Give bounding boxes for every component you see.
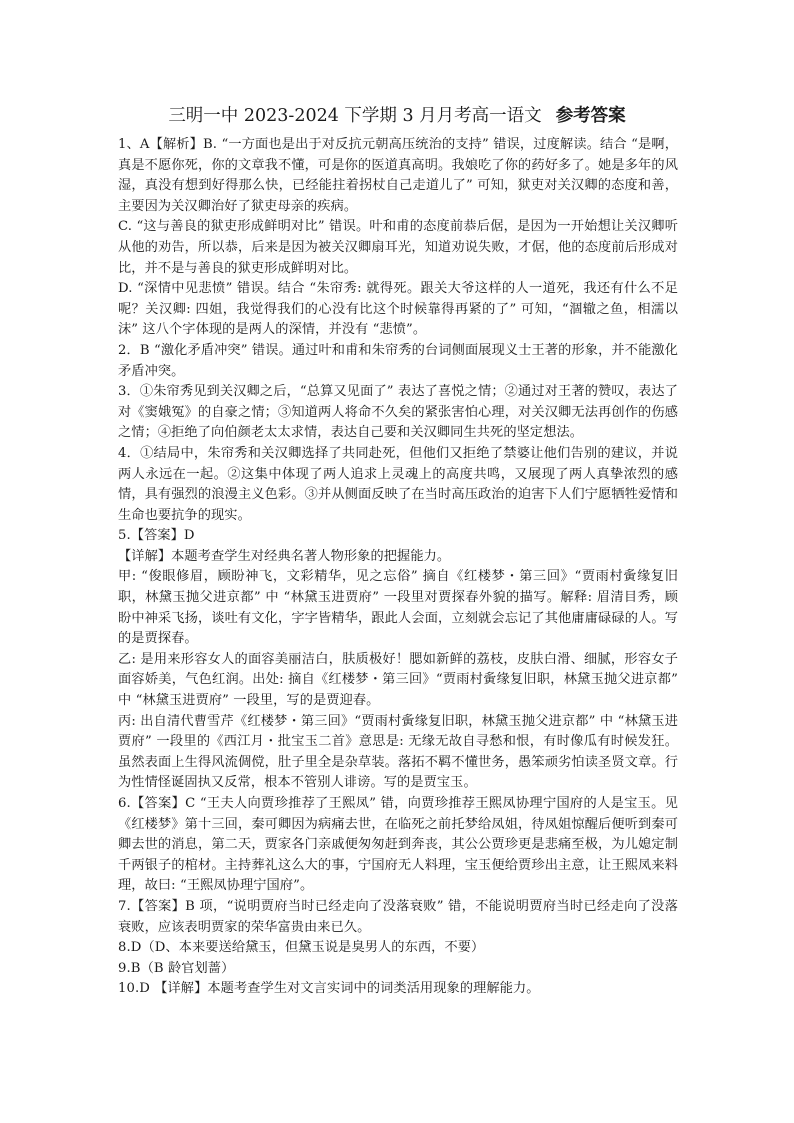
answer-1-option-d: D. “深情中见悲愤” 错误。结合 “朱帘秀: 就得死。跟关大爷这样的人一道死，我还有什么不足呢？关汉卿: 四姐，我觉得我们的心没有比这个时候靠得再紧的了” 可知，“涸辙之鱼，相濡以沫” 这八个字体现的是两人的深情，并没有 “悲愤”。 [118,281,678,338]
answer-6: 6.【答案】C “王夫人向贾珍推荐了王熙凤” 错，向贾珍推荐王熙凤协理宁国府的人是宝玉。见《红楼梦》第十三回，秦可卿因为病痛去世，在临死之前托梦给凤姐，待凤姐惊醒后便听到秦可卿去世的消息，第二天，贾家各门亲戚便匆匆赶到奔丧，其公公贾珍更是悲痛至极，为儿媳定制千两银子的棺材。主持葬礼这么大的事，宁国府无人料理，宝玉便给贾珍出主意，让王熙凤来料理，故曰: “王熙凤协理宁国府”。 [118,796,678,894]
answer-8: 8.D（D、本来要送给黛玉，但黛玉说是臭男人的东西，不要） [118,940,485,956]
answer-body [118,135,678,1000]
answer-5-jia: 甲: “俊眼修眉，顾盼神飞，文彩精华，见之忘俗” 摘自《红楼梦・第三回》“贾雨村夤缘复旧职，林黛玉抛父进京都” 中 “林黛玉进贾府” 一段里对贾探春外貌的描写。解释: 眉清目秀，顾盼中神采飞扬，谈吐有文化，字字皆精华，跟此人会面，立刻就会忘记了其他庸庸碌碌的人。写的是贾探春。 [118,569,678,647]
title-answer-label: 参考答案 [555,106,626,126]
page-title [0,104,794,128]
answer-7: 7.【答案】B 项，“说明贾府当时已经走向了没落衰败” 错，不能说明贾府当时已经走向了没落衰败，应该表明贾家的荣华富贵由来已久。 [118,898,678,935]
answer-4: 4．①结局中，朱帘秀和关汉卿选择了共同赴死，但他们又拒绝了禁婆让他们告别的建议，并说两人永远在一起。②这集中体现了两人追求上灵魂上的高度共鸣，又展现了两人真挚浓烈的感情，具有强烈的浪漫主义色彩。③并从侧面反映了在当时高压政治的迫害下人们宁愿牺牲爱情和生命也要抗争的现实。 [118,445,678,523]
answer-2: 2．B “激化矛盾冲突” 错误。通过叶和甫和朱帘秀的台词侧面展现义士王著的形象，并不能激化矛盾冲突。 [118,342,678,379]
answer-5-bing: 丙: 出自清代曹雪芹《红楼梦・第三回》“贾雨村夤缘复旧职，林黛玉抛父进京都” 中 “林黛玉进贾府” 一段里的《西江月・批宝玉二首》意思是: 无缘无故自寻愁和恨，有时像瓜有时候发狂。虽然表面上生得风流倜傥，肚子里全是杂草装。落拓不羁不懂世务，愚笨顽劣怕读圣贤文章。行为性情怪诞固执又反常，根本不管别人诽谤。写的是贾宝玉。 [118,713,678,791]
answer-5-detail: 【详解】本题考查学生对经典名著人物形象的把握能力。 [118,548,451,564]
answer-1-option-c: C. “这与善良的狱吏形成鲜明对比” 错误。叶和甫的态度前恭后倨，是因为一开始想让关汉卿听从他的劝告，所以恭，后来是因为被关汉卿扇耳光，知道劝说失败，才倨，他的态度前后形成对比，并不是与善良的狱吏形成鲜明对比。 [118,219,678,276]
answer-9: 9.B（B 龄官划蔷） [118,960,235,976]
answer-1-analysis: 1、A【解析】B. “一方面也是出于对反抗元朝高压统治的支持” 错误，过度解读。结合 “是啊，真是不愿你死，你的文章我不懂，可是你的医道真高明。我娘吃了你的药好多了。她是多年的风湿，真没有想到好得那么快，已经能拄着拐杖自己走道儿了” 可知，狱吏对关汉卿的态度和善，主要因为关汉卿治好了狱吏母亲的疾病。 [118,137,678,214]
title-main: 三明一中 2023-2024 下学期 3 月月考高一语文 [168,106,542,126]
answer-5-yi: 乙: 是用来形容女人的面容美丽洁白，肤质极好！腮如新鲜的荔枝，皮肤白滑、细腻，形容女子面容娇美，气色红润。出处: 摘自《红楼梦・第三回》“贾雨村夤缘复旧职，林黛玉抛父进京都” 中 “林黛玉进贾府” 一段里，写的是贾迎春。 [118,651,678,709]
answer-5-key: 5.【答案】D [118,528,195,544]
answer-10: 10.D 【详解】本题考查学生对文言实词中的词类活用现象的理解能力。 [118,981,540,997]
answer-3: 3．①朱帘秀见到关汉卿之后，“总算又见面了” 表达了喜悦之情；②通过对王著的赞叹，表达了对《窦娥冤》的自豪之情；③知道两人将命不久矣的紧张害怕心理，对关汉卿无法再创作的伤感之情；④拒绝了向伯颜老太太求情，表达自己要和关汉卿同生共死的坚定想法。 [118,384,678,441]
